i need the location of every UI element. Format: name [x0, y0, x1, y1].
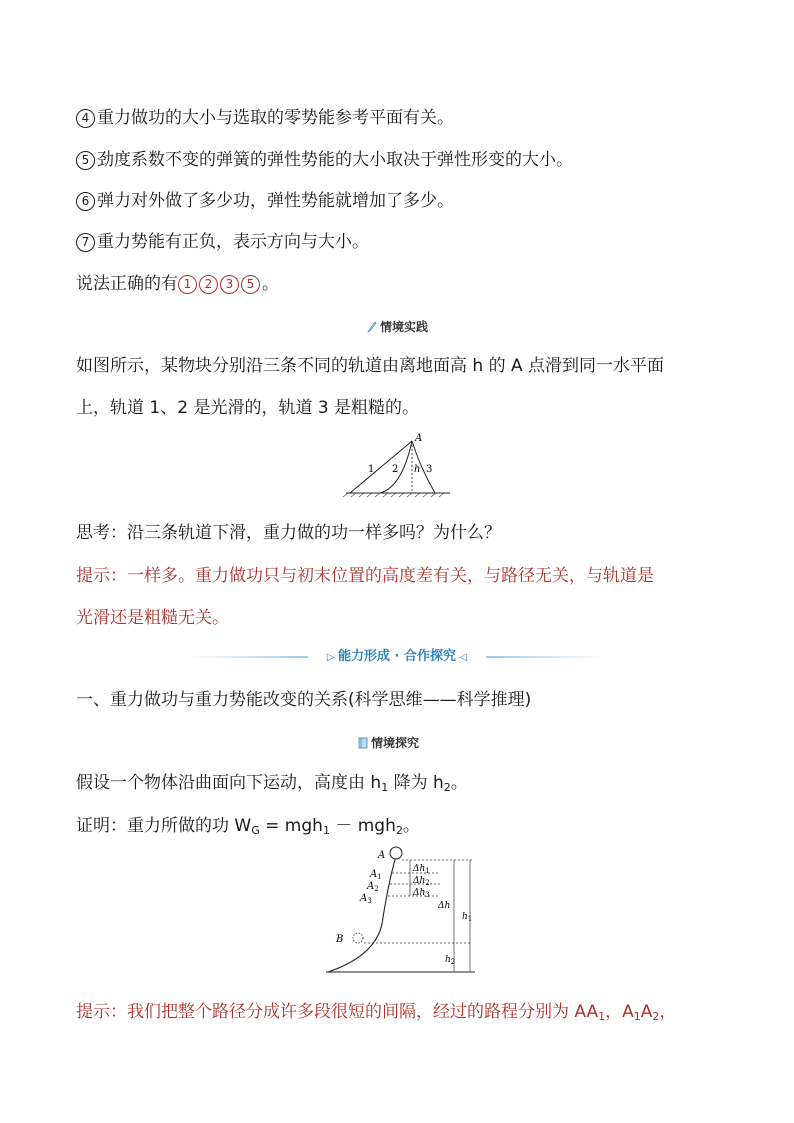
assumption-suffix: 。	[450, 773, 468, 793]
circled-number: 7	[76, 233, 95, 252]
label-track-3: 3	[426, 464, 433, 475]
proof-suffix: 。	[402, 816, 420, 836]
subscript: 1	[598, 1010, 606, 1023]
answer-circled: 1	[178, 275, 197, 294]
point-a1: $A_1$	[370, 869, 382, 881]
proof-text: 证明：重力所做的功 W	[76, 816, 252, 836]
label-dh2: $\Delta h_2$	[413, 876, 430, 887]
circled-number: 6	[76, 192, 95, 211]
hint-line-1: 提示：一样多。重力做功只与初末位置的高度差有关，与路径无关，与轨道是	[76, 566, 654, 586]
statement-4	[76, 106, 454, 130]
label-dh3: $\Delta h_3$	[413, 888, 430, 899]
hint-mid2: A	[640, 1002, 653, 1022]
hint-text: 提示：我们把整个路径分成许多段很短的间隔，经过的路程分别为 AA	[76, 1002, 599, 1022]
subscript: 2	[443, 781, 451, 794]
arrow-left-icon: ◁	[456, 652, 468, 663]
hint-suffix: ，	[659, 1002, 677, 1022]
point-a3: $A_3$	[360, 893, 372, 905]
proof-dash: － mgh	[329, 816, 396, 836]
answer-circled: 3	[220, 275, 239, 294]
assumption-mid: 降为 h	[388, 773, 444, 793]
subscript: 2	[395, 824, 403, 837]
label-dh: Δh	[438, 901, 451, 911]
section-banner	[190, 648, 604, 666]
label-h2: $h_2$	[445, 955, 456, 966]
statement-6	[76, 189, 454, 213]
statement-5	[76, 148, 573, 172]
label-dh1: $\Delta h_1$	[413, 864, 430, 875]
curve-figure	[320, 844, 480, 976]
label-track-2: 2	[392, 464, 399, 475]
circled-number: 4	[76, 109, 95, 128]
subscript: G	[251, 824, 260, 837]
section-tag-label: 情境实践	[380, 320, 429, 334]
statement-text: 劲度系数不变的弹簧的弹性势能的大小取决于弹性形变的大小。	[97, 150, 573, 170]
statement-text: 重力势能有正负，表示方向与大小。	[97, 232, 369, 252]
section-tag-label: 情境探究	[371, 736, 420, 750]
circled-number: 5	[76, 151, 95, 170]
label-h: h	[414, 464, 421, 475]
subscript: 1	[322, 824, 330, 837]
subscript: 1	[633, 1010, 641, 1023]
paragraph-line-2: 上，轨道 1、2 是光滑的，轨道 3 是粗糙的。	[76, 398, 420, 418]
hint-explanation	[76, 1000, 676, 1029]
hint-line-2: 光滑还是粗糙无关。	[76, 608, 229, 628]
assumption-text: 假设一个物体沿曲面向下运动，高度由 h	[76, 773, 382, 793]
book-icon	[358, 737, 368, 749]
hint-mid: ，A	[605, 1002, 634, 1022]
proof	[76, 814, 420, 843]
subscript: 1	[381, 781, 389, 794]
conclusion	[76, 272, 279, 296]
section-tag-explore	[358, 734, 419, 751]
answer-circled: 2	[199, 275, 218, 294]
banner-title	[190, 648, 604, 667]
banner-label: 能力形成 · 合作探究	[338, 649, 456, 664]
subscript: 2	[652, 1010, 660, 1023]
label-a: A	[415, 433, 423, 444]
label-h1: $h_1$	[462, 912, 473, 923]
assumption	[76, 771, 468, 800]
statement-text: 弹力对外做了多少功，弹性势能就增加了多少。	[97, 191, 454, 211]
arrow-right-icon: ▷	[326, 652, 338, 663]
answer-circled: 5	[241, 275, 260, 294]
statement-text: 重力做功的大小与选取的零势能参考平面有关。	[97, 108, 454, 128]
proof-mid: = mgh	[259, 816, 323, 836]
conclusion-prefix: 说法正确的有	[76, 274, 178, 294]
section-heading: 一、重力做功与重力势能改变的关系(科学思维——科学推理)	[76, 690, 532, 710]
paragraph-line-1: 如图所示，某物块分别沿三条不同的轨道由离地面高 h 的 A 点滑到同一水平面	[76, 356, 665, 376]
point-a2: $A_2$	[367, 881, 379, 893]
conclusion-suffix: 。	[262, 274, 279, 294]
point-a: A	[378, 850, 386, 861]
statement-7	[76, 230, 369, 254]
pen-icon	[367, 321, 377, 333]
point-b: B	[336, 934, 344, 945]
answer-list	[178, 274, 262, 294]
label-track-1: 1	[368, 464, 375, 475]
tracks-figure	[340, 432, 455, 498]
section-tag-practice	[367, 318, 428, 335]
question: 思考：沿三条轨道下滑，重力做的功一样多吗？为什么？	[76, 523, 501, 543]
